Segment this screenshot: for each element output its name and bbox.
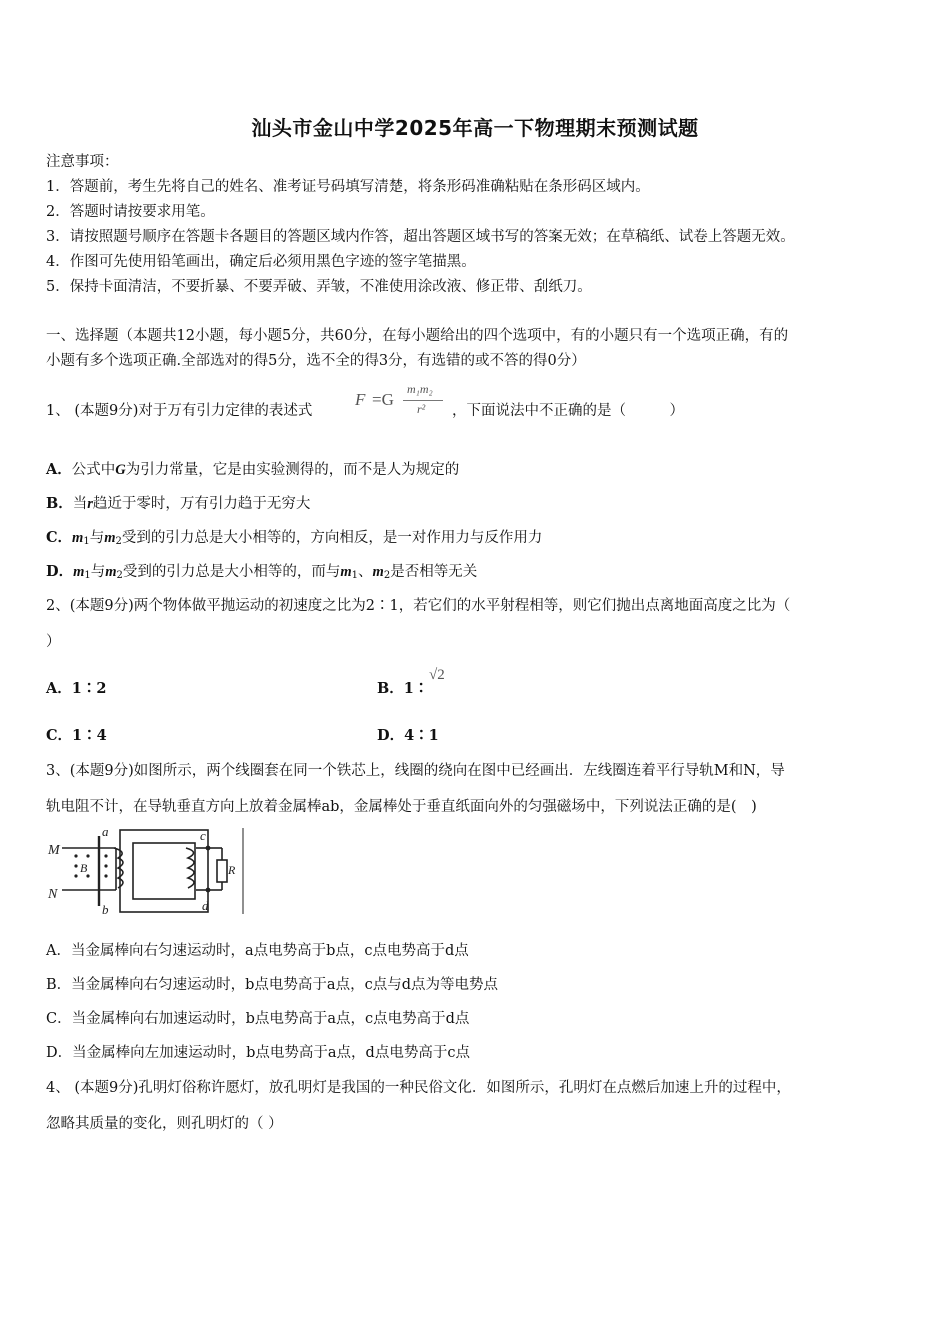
q1-option-d: D．$m_1$与$m_2$受到的引力总是大小相等的，而与$m_1$、$m_2$是否相等无关 (46, 563, 478, 581)
q3-option-b: B．当金属棒向右匀速运动时，b点电势高于a点，c点与d点为等电势点 (46, 977, 498, 993)
q1-option-b: B．当r趋近于零时，万有引力趋于无穷大 (46, 495, 311, 512)
label-d: d (202, 898, 209, 913)
label-r: R (228, 863, 236, 877)
q2-stem-line-1: 2、(本题9分)两个物体做平抛运动的初速度之比为2∶1，若它们的水平射程相等，则它们抛出点离地面高度之比为（ (46, 598, 791, 614)
formula-fraction (403, 384, 443, 424)
page-title: 汕头市金山中学2025年高一下物理期末预测试题 (251, 116, 699, 140)
resistor-r (217, 860, 227, 882)
label-b: B (80, 861, 88, 875)
q2-option-c: C．1∶4 (46, 727, 107, 744)
label-c: c (200, 828, 206, 843)
label-m: M (48, 843, 60, 858)
q1-stem-suffix: ，下面说法中不正确的是（ ） (452, 403, 684, 419)
section-heading-line-1: 一、选择题（本题共12小题，每小题5分，共60分，在每小题给出的四个选项中，有的小题只有一个选项正确，有的 (46, 328, 789, 344)
fraction-bar (403, 400, 443, 401)
notice-item-5: 5．保持卡面清洁，不要折暴、不要弄破、弄皱，不准使用涂改液、修正带、刮纸刀。 (46, 279, 592, 295)
q4-stem-line-1: 4、 (本题9分)孔明灯俗称许愿灯，放孔明灯是我国的一种民俗文化．如图所示，孔明灯在点燃后加速上升的过程中， (46, 1080, 791, 1096)
notice-item-4: 4．作图可先使用铅笔画出，确定后必须用黑色字迹的签字笔描黑。 (46, 254, 476, 270)
q4-stem-line-2: 忽略其质量的变化，则孔明灯的（ ） (46, 1116, 283, 1132)
terminal-c (206, 846, 211, 851)
q2-option-b: B．1∶ (377, 680, 429, 697)
q1-option-c: C．$m_1$与$m_2$受到的引力总是大小相等的，方向相反，是一对作用力与反作用力 (46, 529, 543, 547)
q3-stem-line-2: 轨电阻不计，在导轨垂直方向上放着金属棒ab，金属棒处于垂直纸面向外的匀强磁场中，下列说法正确的是( ) (46, 799, 757, 815)
q1-option-a: A．公式中G为引力常量，它是由实验测得的，而不是人为规定的 (46, 461, 460, 478)
gravitation-formula (355, 384, 450, 424)
q2-option-d: D．4∶1 (377, 727, 439, 744)
q3-option-d: D．当金属棒向左加速运动时，b点电势高于a点，d点电势高于c点 (46, 1045, 470, 1061)
formula-eq: =G (372, 390, 394, 409)
notice-item-2: 2．答题时请按要求用笔。 (46, 204, 215, 220)
q2-stem-line-2: ） (46, 634, 61, 650)
q3-option-a: A．当金属棒向右匀速运动时，a点电势高于b点，c点电势高于d点 (46, 943, 469, 959)
q3-stem-line-1: 3、(本题9分)如图所示，两个线圈套在同一个铁芯上，线圈的绕向在图中已经画出．左线圈连着平行导轨M和N，导 (46, 763, 785, 779)
formula-lhs: F (355, 390, 366, 409)
transformer-circuit-diagram (44, 826, 248, 918)
label-n: N (48, 887, 58, 902)
iron-core-inner (133, 843, 195, 899)
formula-denominator: r² (417, 402, 426, 416)
notice-item-3: 3．请按照题号顺序在答题卡各题目的答题区域内作答，超出答题区域书写的答案无效；在草稿纸、试卷上答题无效。 (46, 229, 795, 245)
terminal-d (206, 888, 211, 893)
q1-stem-prefix: 1、 (本题9分)对于万有引力定律的表述式 (46, 403, 313, 419)
section-heading-line-2: 小题有多个选项正确.全部选对的得5分，选不全的得3分，有选错的或不答的得0分） (46, 353, 586, 369)
q3-option-c: C．当金属棒向右加速运动时，b点电势高于a点，c点电势高于d点 (46, 1011, 470, 1027)
label-a: a (102, 826, 109, 839)
right-coil (186, 848, 194, 888)
sqrt2-radical: √2 (429, 667, 445, 683)
notice-heading: 注意事项： (46, 154, 119, 170)
q2-option-a: A．1∶2 (46, 680, 107, 697)
notice-item-1: 1．答题前，考生先将自己的姓名、准考证号码填写清楚，将条形码准确粘贴在条形码区域内。 (46, 179, 650, 195)
formula-numerator: m₁m₂ (407, 382, 433, 396)
label-b-end: b (102, 902, 109, 917)
